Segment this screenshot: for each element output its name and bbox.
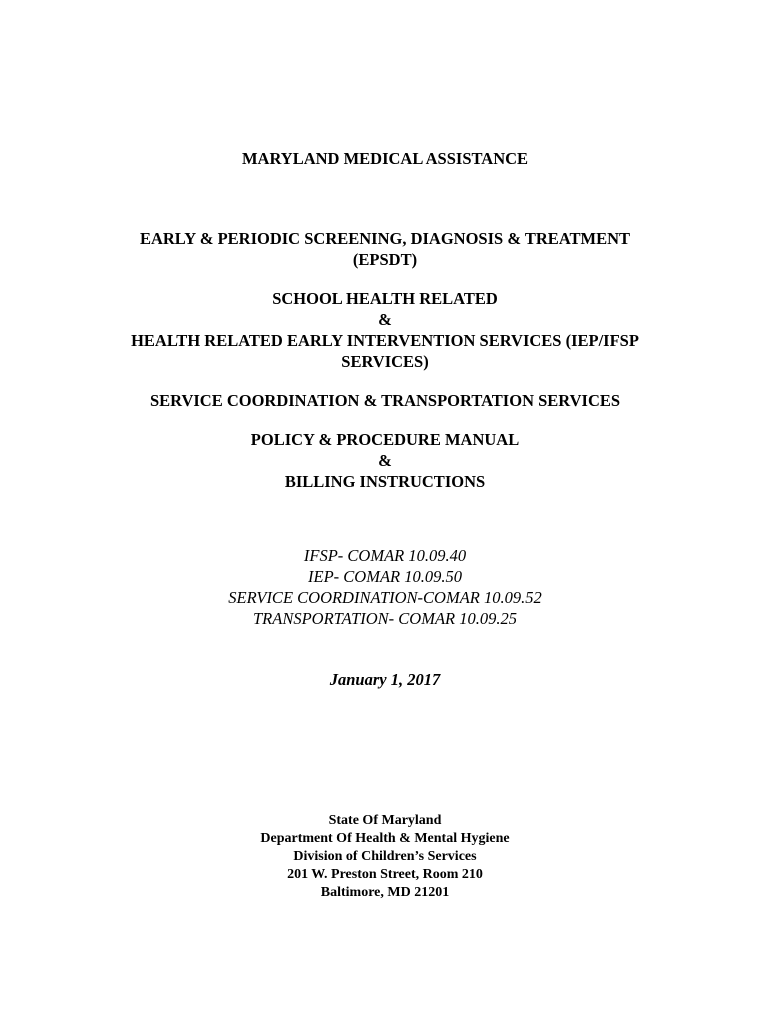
- address-state: State Of Maryland: [328, 813, 442, 828]
- regulation-iep: IEP- COMAR 10.09.50: [308, 567, 462, 586]
- epsdt-abbreviation: (EPSDT): [352, 250, 418, 269]
- address-street: 201 W. Preston Street, Room 210: [287, 867, 483, 882]
- service-coordination-title: SERVICE COORDINATION & TRANSPORTATION SERVICES: [149, 391, 621, 410]
- billing-title: BILLING INSTRUCTIONS: [284, 472, 486, 491]
- early-intervention-title-continued: SERVICES): [341, 352, 429, 371]
- regulation-ifsp: IFSP- COMAR 10.09.40: [303, 546, 467, 565]
- school-health-title: SCHOOL HEALTH RELATED: [272, 289, 498, 308]
- address-department: Department Of Health & Mental Hygiene: [260, 831, 510, 846]
- regulation-transportation: TRANSPORTATION- COMAR 10.09.25: [253, 609, 517, 628]
- manual-title: POLICY & PROCEDURE MANUAL: [250, 430, 520, 449]
- epsdt-title: EARLY & PERIODIC SCREENING, DIAGNOSIS & TREATMENT: [139, 229, 631, 248]
- document-date: January 1, 2017: [329, 670, 441, 689]
- early-intervention-title: HEALTH RELATED EARLY INTERVENTION SERVICES (IEP/IFSP: [131, 331, 639, 350]
- regulation-service-coordination: SERVICE COORDINATION-COMAR 10.09.52: [228, 588, 542, 607]
- school-health-ampersand: &: [378, 310, 392, 329]
- address-division: Division of Children’s Services: [293, 849, 477, 864]
- manual-ampersand: &: [378, 451, 392, 470]
- program-title: MARYLAND MEDICAL ASSISTANCE: [241, 149, 529, 168]
- address-city: Baltimore, MD 21201: [320, 885, 450, 900]
